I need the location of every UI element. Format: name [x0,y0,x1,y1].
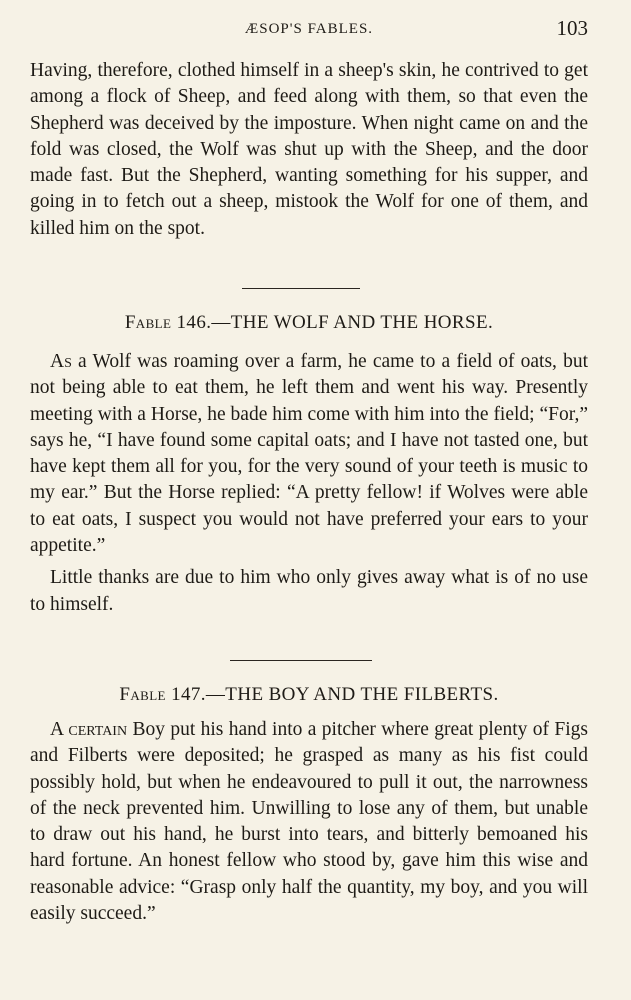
fable-147-body: Boy put his hand into a pitcher where great plenty of Figs and Filberts were deposited; he grasped as many as his fist could possibly hold, but when he endeavoured to pull it out, the narrowness of the neck prevented him. Unwilling to lose any of them, but unable to draw out his hand, he burst into tears, and bitterly bemoaned his hard fortune. An honest fellow who stood by, gave him this wise and reasonable advice: “Grasp only half the quantity, my boy, and you will easily succeed.” [30,719,588,925]
fable-146-heading [30,312,588,334]
fable-146-moral: Little thanks are due to him who only gives away what is of no use to himself. [30,567,588,615]
fable-146-body: a Wolf was roaming over a farm, he came to a field of oats, but not being able to eat them, he left them and went his way. Presently meeting with a Horse, he bade him come with him into the field; “For,” says he, “I have found some capital oats; and I have not tasted one, but have kept them all for you, for the very sound of your teeth is music to my ear.” But the Horse replied: “A pretty fellow! if Wolves were able to eat oats, I suspect you would not have preferred your ears to your appetite.” [30,351,588,557]
opening-paragraph-block [30,58,588,242]
fable-147-lead-word: A certain [50,719,128,740]
fable-146-title: 146.—THE WOLF AND THE HORSE. [176,312,494,333]
fable-147-heading [30,684,588,706]
fable-146-lead-word: As [50,351,72,372]
fable-147-label: Fable [119,684,166,705]
running-head [30,16,588,44]
section-divider [230,660,372,661]
running-title: ÆSOP'S FABLES. [244,21,374,37]
fable-147-text [30,717,588,927]
opening-paragraph: Having, therefore, clothed himself in a sheep's skin, he contrived to get among a flock of Sheep, and feed along with them, so that even the Shepherd was deceived by the imposture. When night came on and the fold was closed, the Wolf was shut up with the Sheep, and the door made fast. But the Shepherd, wanting something for his supper, and going in to fetch out a sheep, mistook the Wolf for one of them, and killed him on the spot. [30,60,588,239]
fable-146-text [30,349,588,618]
section-divider [242,288,360,289]
page-number: 103 [556,16,588,40]
fable-146-label: Fable [124,312,172,333]
fable-146-body-paragraph [30,349,588,559]
fable-147-body-paragraph [30,717,588,927]
fable-147-title: 147.—THE BOY AND THE FILBERTS. [171,684,499,705]
